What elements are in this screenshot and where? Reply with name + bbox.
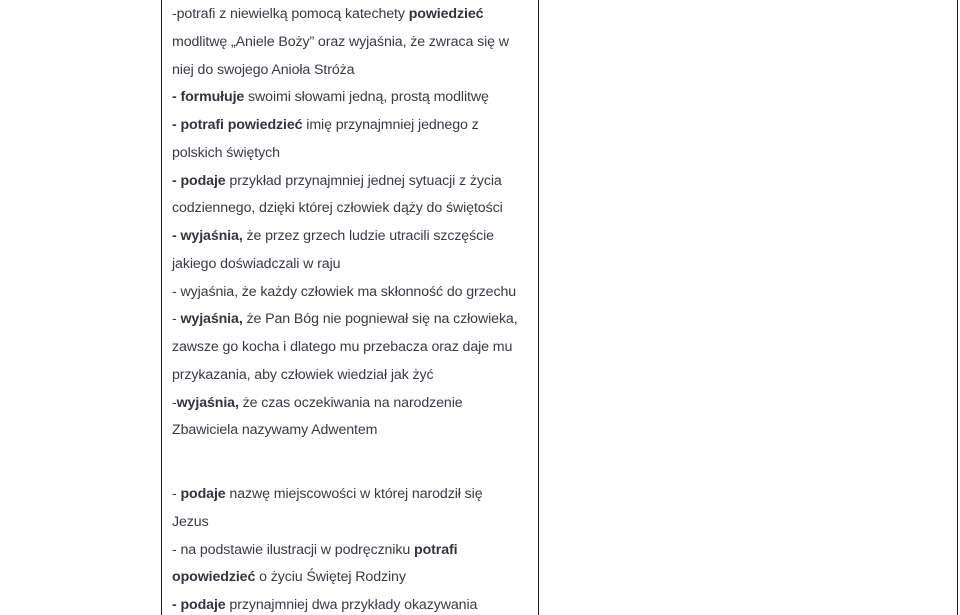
- text-segment: -: [172, 486, 181, 502]
- text-segment: że przez grzech ludzie utracili szczęście: [242, 228, 494, 244]
- text-line: [172, 509, 534, 537]
- text-segment: przykład przynajmniej jednej sytuacji z życia: [225, 172, 502, 189]
- text-line: [172, 168, 534, 196]
- text-line: [172, 306, 534, 334]
- text-segment: niej do swojego Anioła Stróża: [172, 61, 355, 78]
- text-line: [172, 592, 534, 615]
- text-line: [172, 417, 534, 445]
- text-segment: modlitwę „Aniele Boży” oraz wyjaśnia, że zwraca się w: [172, 33, 509, 50]
- text-segment: polskich świętych: [172, 144, 280, 161]
- text-line: [172, 195, 534, 223]
- text-segment: zawsze go kocha i dlatego mu przebacza oraz daje mu: [172, 339, 513, 355]
- text-segment: przynajmniej dwa przykłady okazywania: [225, 597, 478, 613]
- text-segment: -: [172, 394, 177, 411]
- text-line: [172, 362, 534, 390]
- bold-text-segment: podaje: [180, 486, 226, 502]
- text-line: [172, 1, 534, 29]
- text-line: [172, 140, 534, 168]
- text-segment: że Pan Bóg nie pogniewał się na człowieka,: [242, 311, 518, 328]
- text-segment: codziennego, dzięki której człowiek dąży do świętości: [172, 200, 503, 217]
- bold-text-segment: - podaje: [172, 597, 226, 613]
- table-border-middle: [538, 0, 539, 615]
- text-segment: -potrafi z niewielką pomocą katechety: [172, 6, 409, 22]
- text-segment: jakiego doświadczali w raju: [172, 255, 341, 272]
- paragraph-gap: [172, 445, 534, 481]
- text-line: [172, 57, 534, 85]
- table-border-left: [161, 0, 162, 615]
- text-segment: nazwę miejscowości w której narodził się: [225, 486, 483, 502]
- text-segment: imię przynajmniej jednego z: [302, 117, 479, 133]
- text-segment: -: [172, 311, 181, 328]
- text-segment: Zbawiciela nazywamy Adwentem: [172, 422, 378, 439]
- text-segment: Jezus: [172, 513, 209, 530]
- text-line: [172, 223, 534, 251]
- bold-text-segment: wyjaśnia,: [180, 311, 243, 328]
- bold-text-segment: - podaje: [172, 172, 226, 189]
- table-border-right: [957, 0, 958, 615]
- bold-text-segment: opowiedzieć: [172, 569, 256, 586]
- text-line: [172, 251, 534, 279]
- requirements-block-1: [172, 1, 534, 445]
- text-line: [172, 112, 534, 140]
- text-line: [172, 279, 534, 307]
- text-line: [172, 84, 534, 112]
- text-segment: - wyjaśnia, że każdy człowiek ma skłonność do grzechu: [172, 283, 517, 300]
- bold-text-segment: - wyjaśnia,: [172, 228, 243, 244]
- requirements-block-2: [172, 481, 534, 615]
- bold-text-segment: powiedzieć: [408, 6, 484, 22]
- text-segment: o życiu Świętej Rodziny: [255, 569, 406, 586]
- bold-text-segment: wyjaśnia,: [176, 394, 239, 411]
- bold-text-segment: potrafi: [414, 541, 458, 558]
- text-line: [172, 537, 534, 565]
- text-segment: - na podstawie ilustracji w podręczniku: [172, 541, 415, 558]
- text-segment: swoimi słowami jedną, prostą modlitwę: [244, 89, 489, 106]
- text-line: [172, 481, 534, 509]
- text-segment: że czas oczekiwania na narodzenie: [238, 394, 463, 411]
- table-cell-requirements: [172, 1, 534, 615]
- text-line: [172, 390, 534, 418]
- text-line: [172, 334, 534, 362]
- text-segment: przykazania, aby człowiek wiedział jak żyć: [172, 366, 434, 383]
- bold-text-segment: - potrafi powiedzieć: [172, 117, 303, 133]
- text-line: [172, 564, 534, 592]
- text-line: [172, 29, 534, 57]
- bold-text-segment: - formułuje: [172, 89, 245, 106]
